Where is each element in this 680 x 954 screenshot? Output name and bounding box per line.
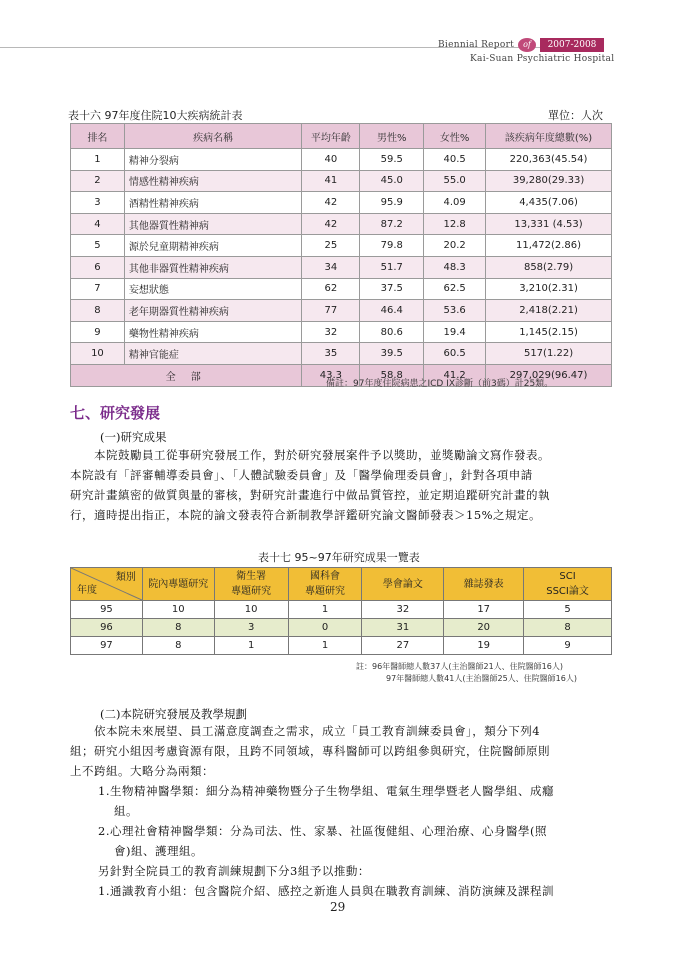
table17-cell: 3 [214,619,288,637]
table16-cell: 12.8 [424,213,486,235]
table17-cell: 17 [444,601,524,619]
table16-cell: 藥物性精神疾病 [124,321,302,343]
table16-cell: 7 [71,278,125,300]
table16-header-cell: 平均年齡 [302,124,360,149]
table16-cell: 51.7 [360,256,424,278]
header-report-label: Biennial Report [438,40,515,50]
table16-unit: 單位：人次 [548,109,603,122]
table16-cell: 源於兒童期精神疾病 [124,235,302,257]
table16-cell: 9 [71,321,125,343]
table17-cell: 10 [214,601,288,619]
paragraph-line: 上不跨組。大略分為兩類： [70,764,214,778]
table16-cell: 6 [71,256,125,278]
paragraph-line: 行，適時提出指正，本院的論文發表符合新制教學評鑑研究論文醫師發表＞15%之規定。 [70,508,542,522]
table17-cell: 27 [362,637,444,655]
paragraph-line: 研究計畫縝密的做質與量的審核，對研究計畫進行中做品質管控，並定期追蹤研究計畫的執 [70,488,550,502]
table17-header-row [71,568,612,601]
table16-header-cell: 排名 [71,124,125,149]
table16-cell: 77 [302,300,360,322]
table17-cell: 31 [362,619,444,637]
table16-cell: 3 [71,192,125,214]
table17-header-cell: 院內專題研究 [142,568,214,601]
table16-cell: 4 [71,213,125,235]
table16-cell: 20.2 [424,235,486,257]
table16-row [71,170,612,192]
table16-cell: 10 [71,343,125,365]
table16-cell: 情感性精神疾病 [124,170,302,192]
table17-note: 註：96年醫師總人數37人(主治醫師21人、住院醫師16人) [356,662,563,671]
table16-cell: 32 [302,321,360,343]
table16-header-row [71,124,612,149]
table16-cell: 517(1.22) [486,343,612,365]
table16-cell: 87.2 [360,213,424,235]
table16-cell: 40 [302,149,360,171]
table17-row [71,637,612,655]
table17-cell: 10 [142,601,214,619]
table17-header-cell: SCI SSCI論文 [524,568,612,601]
table17-cell: 9 [524,637,612,655]
research-plan-paragraph [70,721,615,901]
table16-row [71,321,612,343]
table16-cell: 酒精性精神疾病 [124,192,302,214]
table16-cell: 4.09 [424,192,486,214]
table16-cell: 1,145(2.15) [486,321,612,343]
table16-total-cell: 43.3 [302,364,360,386]
table16-cell: 19.4 [424,321,486,343]
table16-cell: 41 [302,170,360,192]
table17-cell: 1 [214,637,288,655]
table17-cell: 8 [142,637,214,655]
table16-cell: 37.5 [360,278,424,300]
list-item: 1.通識教育小組：包含醫院介紹、感控之新進人員與在職教育訓練、消防演練及課程訓 [98,884,554,898]
subsection-title-research-results: (一)研究成果 [100,430,167,444]
table16-title: 表十六 97年度住院10大疾病統計表 [68,109,243,122]
table16-cell: 精神分裂病 [124,149,302,171]
table17-corner-year: 年度 [77,585,97,596]
table16-cell: 858(2.79) [486,256,612,278]
table16-cell: 80.6 [360,321,424,343]
table16-cell: 25 [302,235,360,257]
table17 [70,567,612,655]
table16-row [71,343,612,365]
table17-title: 表十七 95~97年研究成果一覽表 [258,551,420,564]
table16-cell: 46.4 [360,300,424,322]
table16-total-label: 全 部 [71,364,302,386]
table16-header-cell: 疾病名稱 [124,124,302,149]
table16-cell: 60.5 [424,343,486,365]
subsection-title-research-plan: (二)本院研究發展及教學規劃 [100,707,247,721]
table17-cell: 19 [444,637,524,655]
table17-note: 97年醫師總人數41人(主治醫師25人、住院醫師16人) [386,674,577,683]
table17-row [71,601,612,619]
table17-corner-cell [71,568,143,601]
table16-cell: 48.3 [424,256,486,278]
table16-cell: 5 [71,235,125,257]
table16-cell: 34 [302,256,360,278]
table17-cell: 0 [288,619,362,637]
table17-header-cell: 學會論文 [362,568,444,601]
table16-row [71,213,612,235]
table16-cell: 2 [71,170,125,192]
table16-cell: 39.5 [360,343,424,365]
header-of-badge: of [518,38,536,52]
research-results-paragraph [70,445,615,525]
table16-cell: 精神官能症 [124,343,302,365]
table16-cell: 老年期器質性精神疾病 [124,300,302,322]
table16-cell: 其他非器質性精神疾病 [124,256,302,278]
table16-cell: 53.6 [424,300,486,322]
table16-header-cell: 該疾病年度總數(%) [486,124,612,149]
list-item: 1.生物精神醫學類：細分為精神藥物暨分子生物學組、電氣生理學暨老人醫學組、成癮 [98,784,554,798]
table16-cell: 220,363(45.54) [486,149,612,171]
table16-row [71,235,612,257]
table16-cell: 45.0 [360,170,424,192]
table16-cell: 39,280(29.33) [486,170,612,192]
table17-header-cell: 雜誌發表 [444,568,524,601]
table16-cell: 42 [302,213,360,235]
list-item-continued: 會)組、護理組。 [114,844,203,858]
page-number: 29 [330,900,346,914]
paragraph-line: 本院設有「評審輔導委員會」、「人體試驗委員會」及「醫學倫理委員會」，針對各項申請 [70,468,533,482]
paragraph-line: 另針對全院員工的教育訓練規劃下分3組予以推動： [98,864,370,878]
table16-cell: 11,472(2.86) [486,235,612,257]
header-year-badge: 2007-2008 [540,38,604,52]
table16-cell: 13,331 (4.53) [486,213,612,235]
table17-cell: 1 [288,637,362,655]
table16-cell: 62 [302,278,360,300]
table17-header-cell: 衛生署 專題研究 [214,568,288,601]
table16 [70,123,612,387]
table17-cell: 95 [71,601,143,619]
table16-cell: 35 [302,343,360,365]
paragraph-line: 組；研究小組因考慮資源有限，且跨不同領域，專科醫師可以跨組參與研究，住院醫師原則 [70,744,550,758]
table16-cell: 2,418(2.21) [486,300,612,322]
table16-cell: 55.0 [424,170,486,192]
list-item: 2.心理社會精神醫學類：分為司法、性、家暴、社區復健組、心理治療、心身醫學(照 [98,824,547,838]
table16-row [71,278,612,300]
table16-cell: 4,435(7.06) [486,192,612,214]
table16-row [71,300,612,322]
table16-cell: 其他器質性精神病 [124,213,302,235]
table16-cell: 79.8 [360,235,424,257]
table17-cell: 96 [71,619,143,637]
table17-cell: 32 [362,601,444,619]
table16-cell: 40.5 [424,149,486,171]
table17-row [71,619,612,637]
section-title: 七、研究發展 [70,404,161,422]
table16-row [71,256,612,278]
header-hospital-name: Kai-Suan Psychiatric Hospital [470,54,615,64]
table16-cell: 3,210(2.31) [486,278,612,300]
table17-cell: 8 [142,619,214,637]
table17-corner-category: 類別 [115,572,136,583]
paragraph-line: 依本院未來展望、員工滿意度調查之需求，成立「員工教育訓練委員會」，類分下列4 [94,724,541,738]
table16-total-cell: 58.8 [360,364,424,386]
table17-cell: 20 [444,619,524,637]
table16-cell: 8 [71,300,125,322]
table16-cell: 62.5 [424,278,486,300]
table16-note: 備註：97年度住院病患之ICD IX診斷（前3碼）計25類。 [326,379,554,389]
table17-cell: 8 [524,619,612,637]
table16-cell: 妄想狀態 [124,278,302,300]
table16-cell: 95.9 [360,192,424,214]
table17-cell: 5 [524,601,612,619]
table16-header-cell: 女性% [424,124,486,149]
paragraph-line: 本院鼓勵員工從事研究發展工作，對於研究發展案件予以獎助，並獎勵論文寫作發表。 [94,448,550,462]
table17-cell: 1 [288,601,362,619]
table16-cell: 59.5 [360,149,424,171]
table16-row [71,149,612,171]
list-item-continued: 組。 [114,804,138,818]
table16-cell: 42 [302,192,360,214]
table17-cell: 97 [71,637,143,655]
table16-header-cell: 男性% [360,124,424,149]
table16-row [71,192,612,214]
table16-cell: 1 [71,149,125,171]
table17-header-cell: 國科會 專題研究 [288,568,362,601]
table16-total-cell: 41.2 [424,364,486,386]
table16-total-cell: 297,029(96.47) [486,364,612,386]
